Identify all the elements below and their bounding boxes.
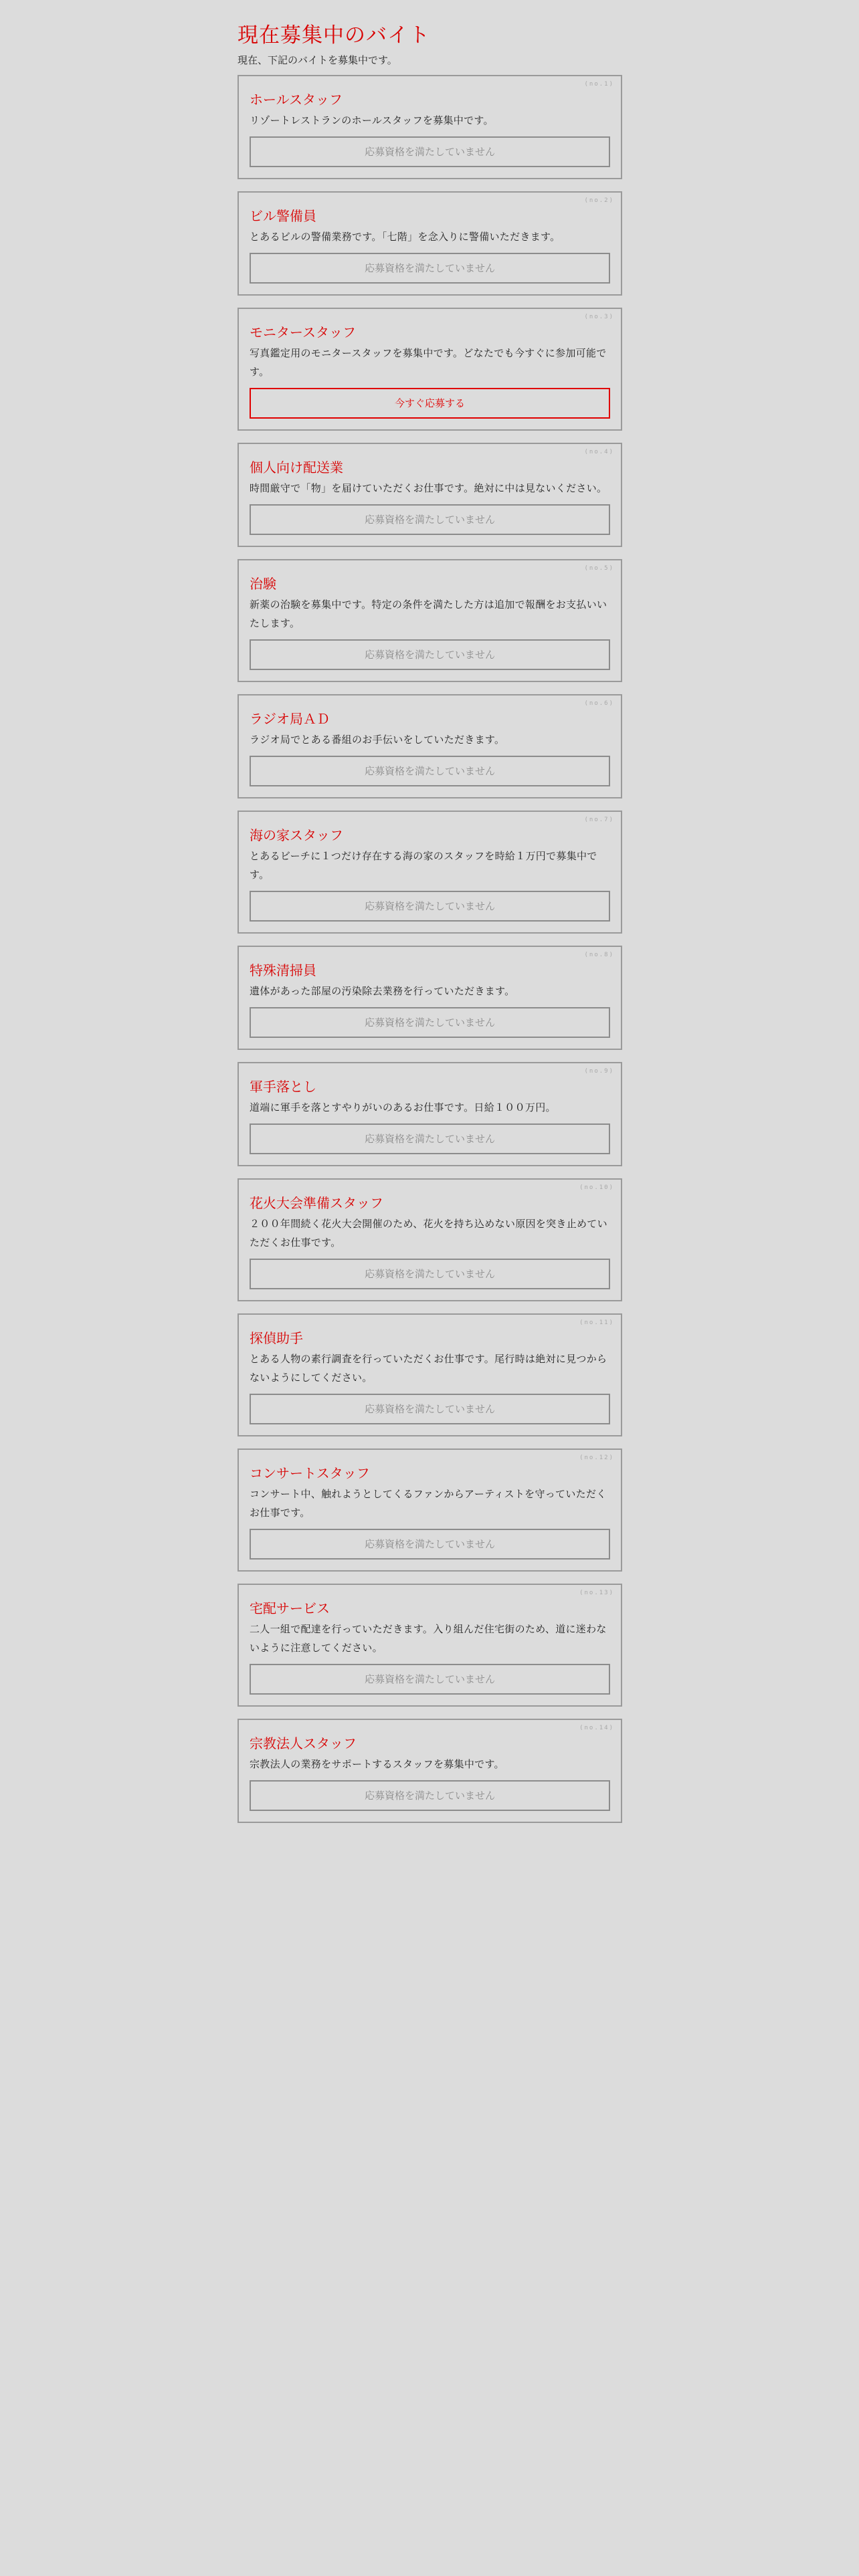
job-description: ２００年間続く花火大会開催のため、花火を持ち込めない原因を突き止めていただくお仕事です。	[250, 1218, 607, 1249]
job-card	[237, 1062, 622, 1166]
job-title: 特殊清掃員	[250, 962, 316, 978]
apply-button: 応募資格を満たしていません	[250, 1780, 610, 1811]
job-list	[237, 75, 622, 1823]
job-number: (no.7)	[584, 817, 614, 823]
job-title: 探偵助手	[250, 1330, 303, 1346]
job-card	[237, 1719, 622, 1823]
job-card	[237, 1448, 622, 1572]
job-card	[237, 191, 622, 296]
job-title: ラジオ局ＡＤ	[250, 711, 330, 727]
job-description: リゾートレストランのホールスタッフを募集中です。	[250, 114, 494, 126]
job-number: (no.10)	[579, 1184, 614, 1191]
apply-button: 応募資格を満たしていません	[250, 1259, 610, 1289]
apply-button: 応募資格を満たしていません	[250, 891, 610, 922]
apply-button: 応募資格を満たしていません	[250, 253, 610, 284]
job-title: コンサートスタッフ	[250, 1465, 370, 1481]
job-number: (no.13)	[579, 1590, 614, 1596]
page-container	[237, 0, 622, 1835]
job-card	[237, 1584, 622, 1707]
apply-button: 応募資格を満たしていません	[250, 1123, 610, 1154]
job-card	[237, 75, 622, 179]
job-title: 宅配サービス	[250, 1600, 330, 1616]
job-title: 花火大会準備スタッフ	[250, 1195, 383, 1211]
job-title: 宗教法人スタッフ	[250, 1735, 357, 1751]
job-number: (no.14)	[579, 1725, 614, 1731]
job-card	[237, 443, 622, 547]
job-description: とあるビーチに１つだけ存在する海の家のスタッフを時給１万円で募集中です。	[250, 850, 597, 881]
job-description: とある人物の素行調査を行っていただくお仕事です。尾行時は絶対に見つからないようにしてください。	[250, 1353, 607, 1384]
job-description: 二人一組で配達を行っていただきます。入り組んだ住宅街のため、道に迷わないように注意してください。	[250, 1623, 607, 1654]
apply-button: 応募資格を満たしていません	[250, 1394, 610, 1424]
apply-button: 応募資格を満たしていません	[250, 756, 610, 786]
apply-button: 応募資格を満たしていません	[250, 1007, 610, 1038]
job-card	[237, 1178, 622, 1301]
job-description: 写真鑑定用のモニタースタッフを募集中です。どなたでも今すぐに参加可能です。	[250, 347, 607, 378]
job-card	[237, 1313, 622, 1436]
job-description: 新薬の治験を募集中です。特定の条件を満たした方は追加で報酬をお支払いいたします。	[250, 599, 607, 629]
job-number: (no.1)	[584, 81, 614, 88]
job-title: 海の家スタッフ	[250, 827, 343, 843]
job-number: (no.2)	[584, 197, 614, 204]
job-description: コンサート中、触れようとしてくるファンからアーティストを守っていただくお仕事です。	[250, 1488, 607, 1519]
job-card	[237, 946, 622, 1050]
apply-button: 応募資格を満たしていません	[250, 136, 610, 167]
job-number: (no.4)	[584, 449, 614, 455]
page-subtitle: 現在、下記のバイトを募集中です。	[237, 54, 397, 66]
job-number: (no.12)	[579, 1455, 614, 1461]
job-title: ビル警備員	[250, 208, 316, 224]
apply-button: 応募資格を満たしていません	[250, 504, 610, 535]
job-number: (no.5)	[584, 565, 614, 572]
job-card	[237, 694, 622, 798]
job-description: ラジオ局でとある番組のお手伝いをしていただきます。	[250, 734, 505, 746]
apply-button: 応募資格を満たしていません	[250, 639, 610, 670]
job-card	[237, 559, 622, 682]
job-number: (no.9)	[584, 1068, 614, 1075]
job-description: 道端に軍手を落とすやりがいのあるお仕事です。日給１００万円。	[250, 1101, 556, 1113]
job-number: (no.8)	[584, 952, 614, 958]
job-number: (no.6)	[584, 700, 614, 707]
job-title: 治験	[250, 576, 276, 592]
job-number: (no.11)	[579, 1319, 614, 1326]
job-title: ホールスタッフ	[250, 92, 343, 108]
job-title: 軍手落とし	[250, 1079, 316, 1095]
job-title: モニタースタッフ	[250, 324, 356, 340]
job-title: 個人向け配送業	[250, 459, 343, 475]
job-description: 時間厳守で「物」を届けていただくお仕事です。絶対に中は見ないください。	[250, 482, 607, 494]
job-description: とあるビルの警備業務です。「七階」を念入りに警備いただきます。	[250, 231, 561, 243]
job-description: 遺体があった部屋の汚染除去業務を行っていただきます。	[250, 985, 515, 997]
job-card	[237, 811, 622, 934]
apply-now-button[interactable]: 今すぐ応募する	[250, 388, 610, 419]
job-card	[237, 308, 622, 431]
page-title: 現在募集中のバイト	[237, 23, 430, 47]
apply-button: 応募資格を満たしていません	[250, 1529, 610, 1560]
job-number: (no.3)	[584, 314, 614, 320]
job-description: 宗教法人の業務をサポートするスタッフを募集中です。	[250, 1758, 504, 1770]
apply-button: 応募資格を満たしていません	[250, 1664, 610, 1695]
